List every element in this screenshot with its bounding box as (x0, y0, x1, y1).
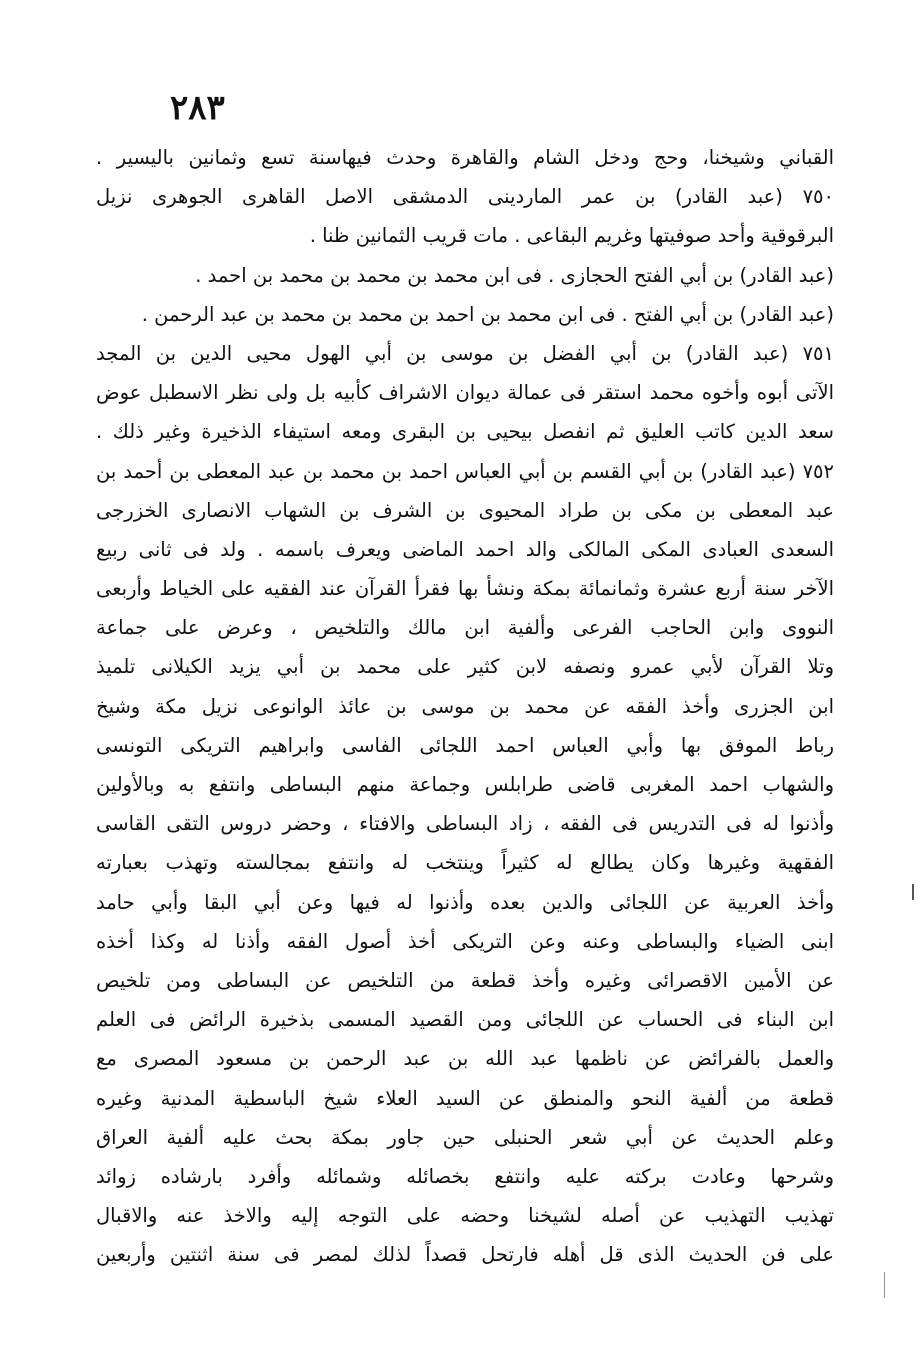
text-line: ابنى الضياء والبساطى وعنه وعن التريكى أخذ أصول الفقه وأذنا له وكذا أخذه (96, 929, 834, 953)
text-line: سعد الدين كاتب العليق ثم انفصل بيحيى بن البقرى ومعه استيفاء الذخيرة وغير ذلك . (96, 420, 834, 444)
body-text (96, 138, 834, 1274)
text-line: النووى وابن الحاجب الفرعى وألفية ابن مالك والتلخيص ، وعرض على جماعة (96, 616, 834, 640)
text-line: والشهاب احمد المغربى قاضى طرابلس وجماعة منهم البساطى وانتفع به وبالأولين (96, 773, 834, 796)
text-line: البرقوقية وأحد صوفيتها وغريم البقاعى . مات قريب الثمانين ظنا . (309, 224, 834, 248)
text-line: عبد المعطى بن مكى بن طراد المحيوى بن الشرف بن الشهاب الانصارى الخزرجى (96, 498, 834, 522)
text-line: الفقهية وغيرها وكان يطالع له كثيراً وينتخب له وانتفع بمجالسته وتهذب بعبارته (96, 851, 834, 875)
text-line: رباط الموفق بها وأبي العباس احمد اللجائى الفاسى وابراهيم التريكى التونسى (96, 733, 834, 757)
text-line: وشرحها وعادت بركته عليه وانتفع بخصائله وشمائله وأفرد بارشاده زوائد (96, 1164, 834, 1188)
text-line: (عبد القادر) بن أبي الفتح . فى ابن محمد بن احمد بن محمد بن محمد بن عبد الرحمن . (141, 302, 834, 326)
text-line: ٧٥٠ (عبد القادر) بن عمر الماردينى الدمشقى الاصل القاهرى الجوهرى نزيل (96, 185, 834, 209)
text-line: ٧٥٢ (عبد القادر) بن أبي القسم بن أبي العباس احمد بن محمد بن عبد المعطى بن أحمد بن (96, 459, 834, 483)
text-line: قطعة من ألفية النحو والمنطق عن السيد العلاء شيخ الباسطية المدنية وغيره (96, 1086, 834, 1110)
text-line: السعدى العبادى المكى المالكى والد احمد الماضى ويعرف باسمه . ولد فى ثانى ربيع (96, 537, 834, 561)
text-line: عن الأمين الاقصرائى وغيره وأخذ قطعة من التلخيص عن البساطى ومن تلخيص (96, 968, 834, 992)
text-line: وتلا القرآن لأبي عمرو ونصفه لابن كثير على محمد بن أبي يزيد الكيلانى تلميذ (96, 655, 834, 679)
text-line: على فن الحديث الذى قل أهله فارتحل قصداً لذلك لمصر فى سنة اثنتين وأربعين (96, 1243, 834, 1267)
text-line: الآتى أبوه وأخوه محمد استقر فى عمالة ديوان الاشراف كأبيه بل ولى نظر الاسطبل عوض (96, 381, 834, 405)
text-line: ٧٥١ (عبد القادر) بن أبي الفضل بن موسى بن أبي الهول محيى الدين بن المجد (96, 341, 834, 365)
text-line: (عبد القادر) بن أبي الفتح الحجازى . فى ابن محمد بن محمد بن محمد بن احمد . (195, 263, 834, 287)
text-line: القباني وشيخنا، وحج ودخل الشام والقاهرة وحدث فيهاسنة تسع وثمانين باليسير . (96, 146, 834, 169)
text-line: وأخذ العربية عن اللجائى والدين بعده وأذنوا له فيها وعن أبي البقا وأبي حامد (96, 890, 834, 914)
text-line: ابن البناء فى الحساب عن اللجائى ومن القصيد المسمى بذخيرة الرائض فى العلم (96, 1008, 834, 1032)
page-number: ٢٨٣ (170, 88, 225, 128)
text-line: الآخر سنة أربع عشرة وثمانمائة بمكة ونشأ بها فقرأ القرآن عند الفقيه على الخياط وأربعى (96, 577, 834, 601)
text-line: وعلم الحديث عن أبي شعر الحنبلى حين جاور بمكة بحث عليه ألفية العراق (96, 1125, 834, 1149)
text-line: وأذنوا له فى التدريس فى الفقه ، زاد البساطى والافتاء ، وحضر دروس التقى القاسى (96, 812, 834, 836)
margin-mark (884, 1272, 885, 1298)
text-line: والعمل بالفرائض عن ناظمها عبد الله بن عبد الرحمن بن مسعود المصرى مع (96, 1047, 834, 1071)
margin-mark (912, 884, 914, 900)
text-line: تهذيب التهذيب عن أصله لشيخنا وحضه على التوجه إليه والاخذ عنه والاقبال (96, 1204, 834, 1228)
text-line: ابن الجزرى وأخذ الفقه عن محمد بن موسى بن عائذ الوانوعى نزيل مكة وشيخ (96, 694, 834, 718)
